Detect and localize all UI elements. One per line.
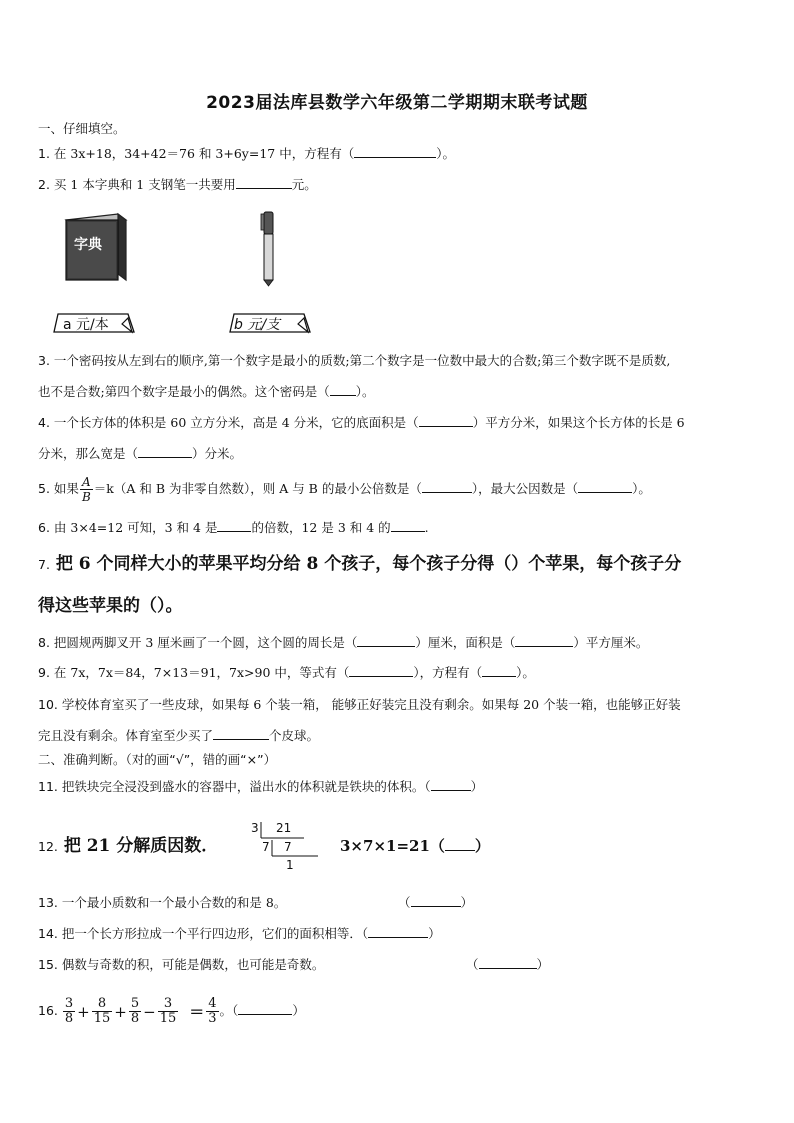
answer-blank[interactable] xyxy=(238,1002,292,1015)
fraction: $\frac{5}{8}$ xyxy=(130,996,140,1026)
division-dividend: 21 xyxy=(276,821,292,835)
question-14: 14. 把一个长方形拉成一个平行四边形，它们的面积相等．（ ） xyxy=(38,926,441,941)
answer-blank[interactable] xyxy=(349,664,413,677)
question-6: 6. 由 3×4=12 可知，3 和 4 是 的倍数，12 是 3 和 4 的 . xyxy=(38,520,429,535)
question-2: 2. 买 1 本字典和 1 支钢笔一共要用 元。 xyxy=(38,177,317,192)
question-13-answer: （ ） xyxy=(398,895,474,910)
answer-blank[interactable] xyxy=(330,383,356,396)
dictionary-illustration xyxy=(60,210,130,292)
answer-blank[interactable] xyxy=(213,727,269,740)
answer-blank[interactable] xyxy=(138,445,192,458)
question-text: 一个密码按从左到右的顺序,第一个数字是最小的质数;第二个数字是一位数中最大的合数;第三个数字既不是质数, xyxy=(53,353,671,368)
division-divisor: 7 xyxy=(262,840,270,854)
short-division-diagram xyxy=(246,820,326,874)
fraction: $\frac{3}{8}$ xyxy=(64,996,74,1026)
question-text: 买 1 本字典和 1 支钢笔一共要用 xyxy=(53,177,236,192)
page-title: 2023届法库县数学六年级第二学期期末联考试题 xyxy=(206,93,588,113)
section-2-heading: 二、准确判断。（对的画“√”，错的画“×”） xyxy=(38,752,277,767)
answer-blank[interactable] xyxy=(482,664,516,677)
question-3: 3. 一个密码按从左到右的顺序,第一个数字是最小的质数;第二个数字是一位数中最大的合数;第三个数字既不是质数, xyxy=(38,353,671,368)
answer-blank[interactable] xyxy=(445,836,475,851)
question-15-answer: （ ） xyxy=(466,957,550,972)
question-12: 12. 把 21 分解质因数． xyxy=(38,836,219,856)
question-4-line-2: 分米，那么宽是（ ）分米。 xyxy=(38,446,243,461)
division-divisor: 3 xyxy=(251,821,259,835)
question-3-line-2: 也不是合数;第四个数字是最小的偶然。这个密码是（ ）。 xyxy=(38,384,375,399)
question-number: 1. xyxy=(38,146,50,161)
price-tag-pen xyxy=(228,312,312,338)
answer-blank[interactable] xyxy=(411,894,461,907)
answer-blank[interactable] xyxy=(236,176,292,189)
answer-blank[interactable] xyxy=(354,145,436,158)
price-tag-book xyxy=(52,312,136,338)
answer-blank[interactable] xyxy=(515,634,573,647)
answer-blank[interactable] xyxy=(391,519,425,532)
section-1-heading: 一、仔细填空。 xyxy=(38,121,126,136)
question-5: 5. 如果 $\frac{A}{B}$ ＝k（A 和 B 为非零自然数），则 A 与 B 的最小公倍数是（ ），最大公因数是（ ）。 xyxy=(38,475,651,504)
question-9: 9. 在 7x，7x＝84，7×13＝91，7x>90 中，等式有（ ），方程有（ ）。 xyxy=(38,665,535,680)
question-10-line-2: 完且没有剩余。体育室至少买了 个皮球。 xyxy=(38,728,320,743)
answer-blank[interactable] xyxy=(431,778,471,791)
division-quotient: 7 xyxy=(284,840,292,854)
price-tag-text: b 元/支 xyxy=(234,317,281,333)
fraction: $\frac{3}{15}$ xyxy=(159,996,177,1026)
price-tag-text: a 元/本 xyxy=(63,317,109,333)
dictionary-label: 字典 xyxy=(74,237,102,253)
question-4: 4. 一个长方体的体积是 60 立方分米，高是 4 分米，它的底面积是（ ）平方分米，如果这个长方体的长是 6 xyxy=(38,415,685,430)
question-16: 16. $\frac{3}{8}$ + $\frac{8}{15}$ + $\frac{5}{8}$ − $\frac{3}{15}$ ＝ $\frac{4}{3}$ 。（ ） xyxy=(38,996,305,1026)
question-10: 10. 学校体育室买了一些皮球，如果每 6 个装一箱， 能够正好装完且没有剩余。如果每 20 个装一箱，也能够正好装 xyxy=(38,697,681,712)
question-text: 在 3x+18，34+42＝76 和 3+6y=17 中，方程有（ xyxy=(53,146,355,161)
question-15: 15. 偶数与奇数的积，可能是偶数，也可能是奇数。 xyxy=(38,957,325,972)
fraction: $\frac{4}{3}$ xyxy=(208,996,217,1026)
pen-illustration xyxy=(258,210,278,292)
answer-blank[interactable] xyxy=(419,414,473,427)
fraction: $\frac{8}{15}$ xyxy=(93,996,111,1026)
answer-blank[interactable] xyxy=(217,519,251,532)
division-remainder: 1 xyxy=(286,858,294,872)
answer-blank[interactable] xyxy=(479,956,537,969)
answer-blank[interactable] xyxy=(422,480,472,493)
question-7: 7. 把 6 个同样大小的苹果平均分给 8 个孩子，每个孩子分得（）个苹果，每个孩子分 xyxy=(38,554,682,574)
question-13: 13. 一个最小质数和一个最小合数的和是 8。 xyxy=(38,895,287,910)
question-7-line-2: 得这些苹果的（）。 xyxy=(38,596,183,616)
question-1: 1. 在 3x+18，34+42＝76 和 3+6y=17 中，方程有（ ）。 xyxy=(38,146,455,161)
answer-blank[interactable] xyxy=(357,634,415,647)
question-12-statement: 3×7×1=21（ ） xyxy=(340,837,490,855)
pen-icon xyxy=(258,210,278,288)
question-11: 11. 把铁块完全浸没到盛水的容器中，溢出水的体积就是铁块的体积。（ ） xyxy=(38,779,484,794)
fraction-a-over-b: $\frac{A}{B}$ xyxy=(81,475,91,504)
answer-blank[interactable] xyxy=(578,480,632,493)
answer-blank[interactable] xyxy=(368,925,428,938)
question-8: 8. 把圆规两脚叉开 3 厘米画了一个圆，这个圆的周长是（ ）厘米，面积是（ ）平方厘米。 xyxy=(38,635,649,650)
